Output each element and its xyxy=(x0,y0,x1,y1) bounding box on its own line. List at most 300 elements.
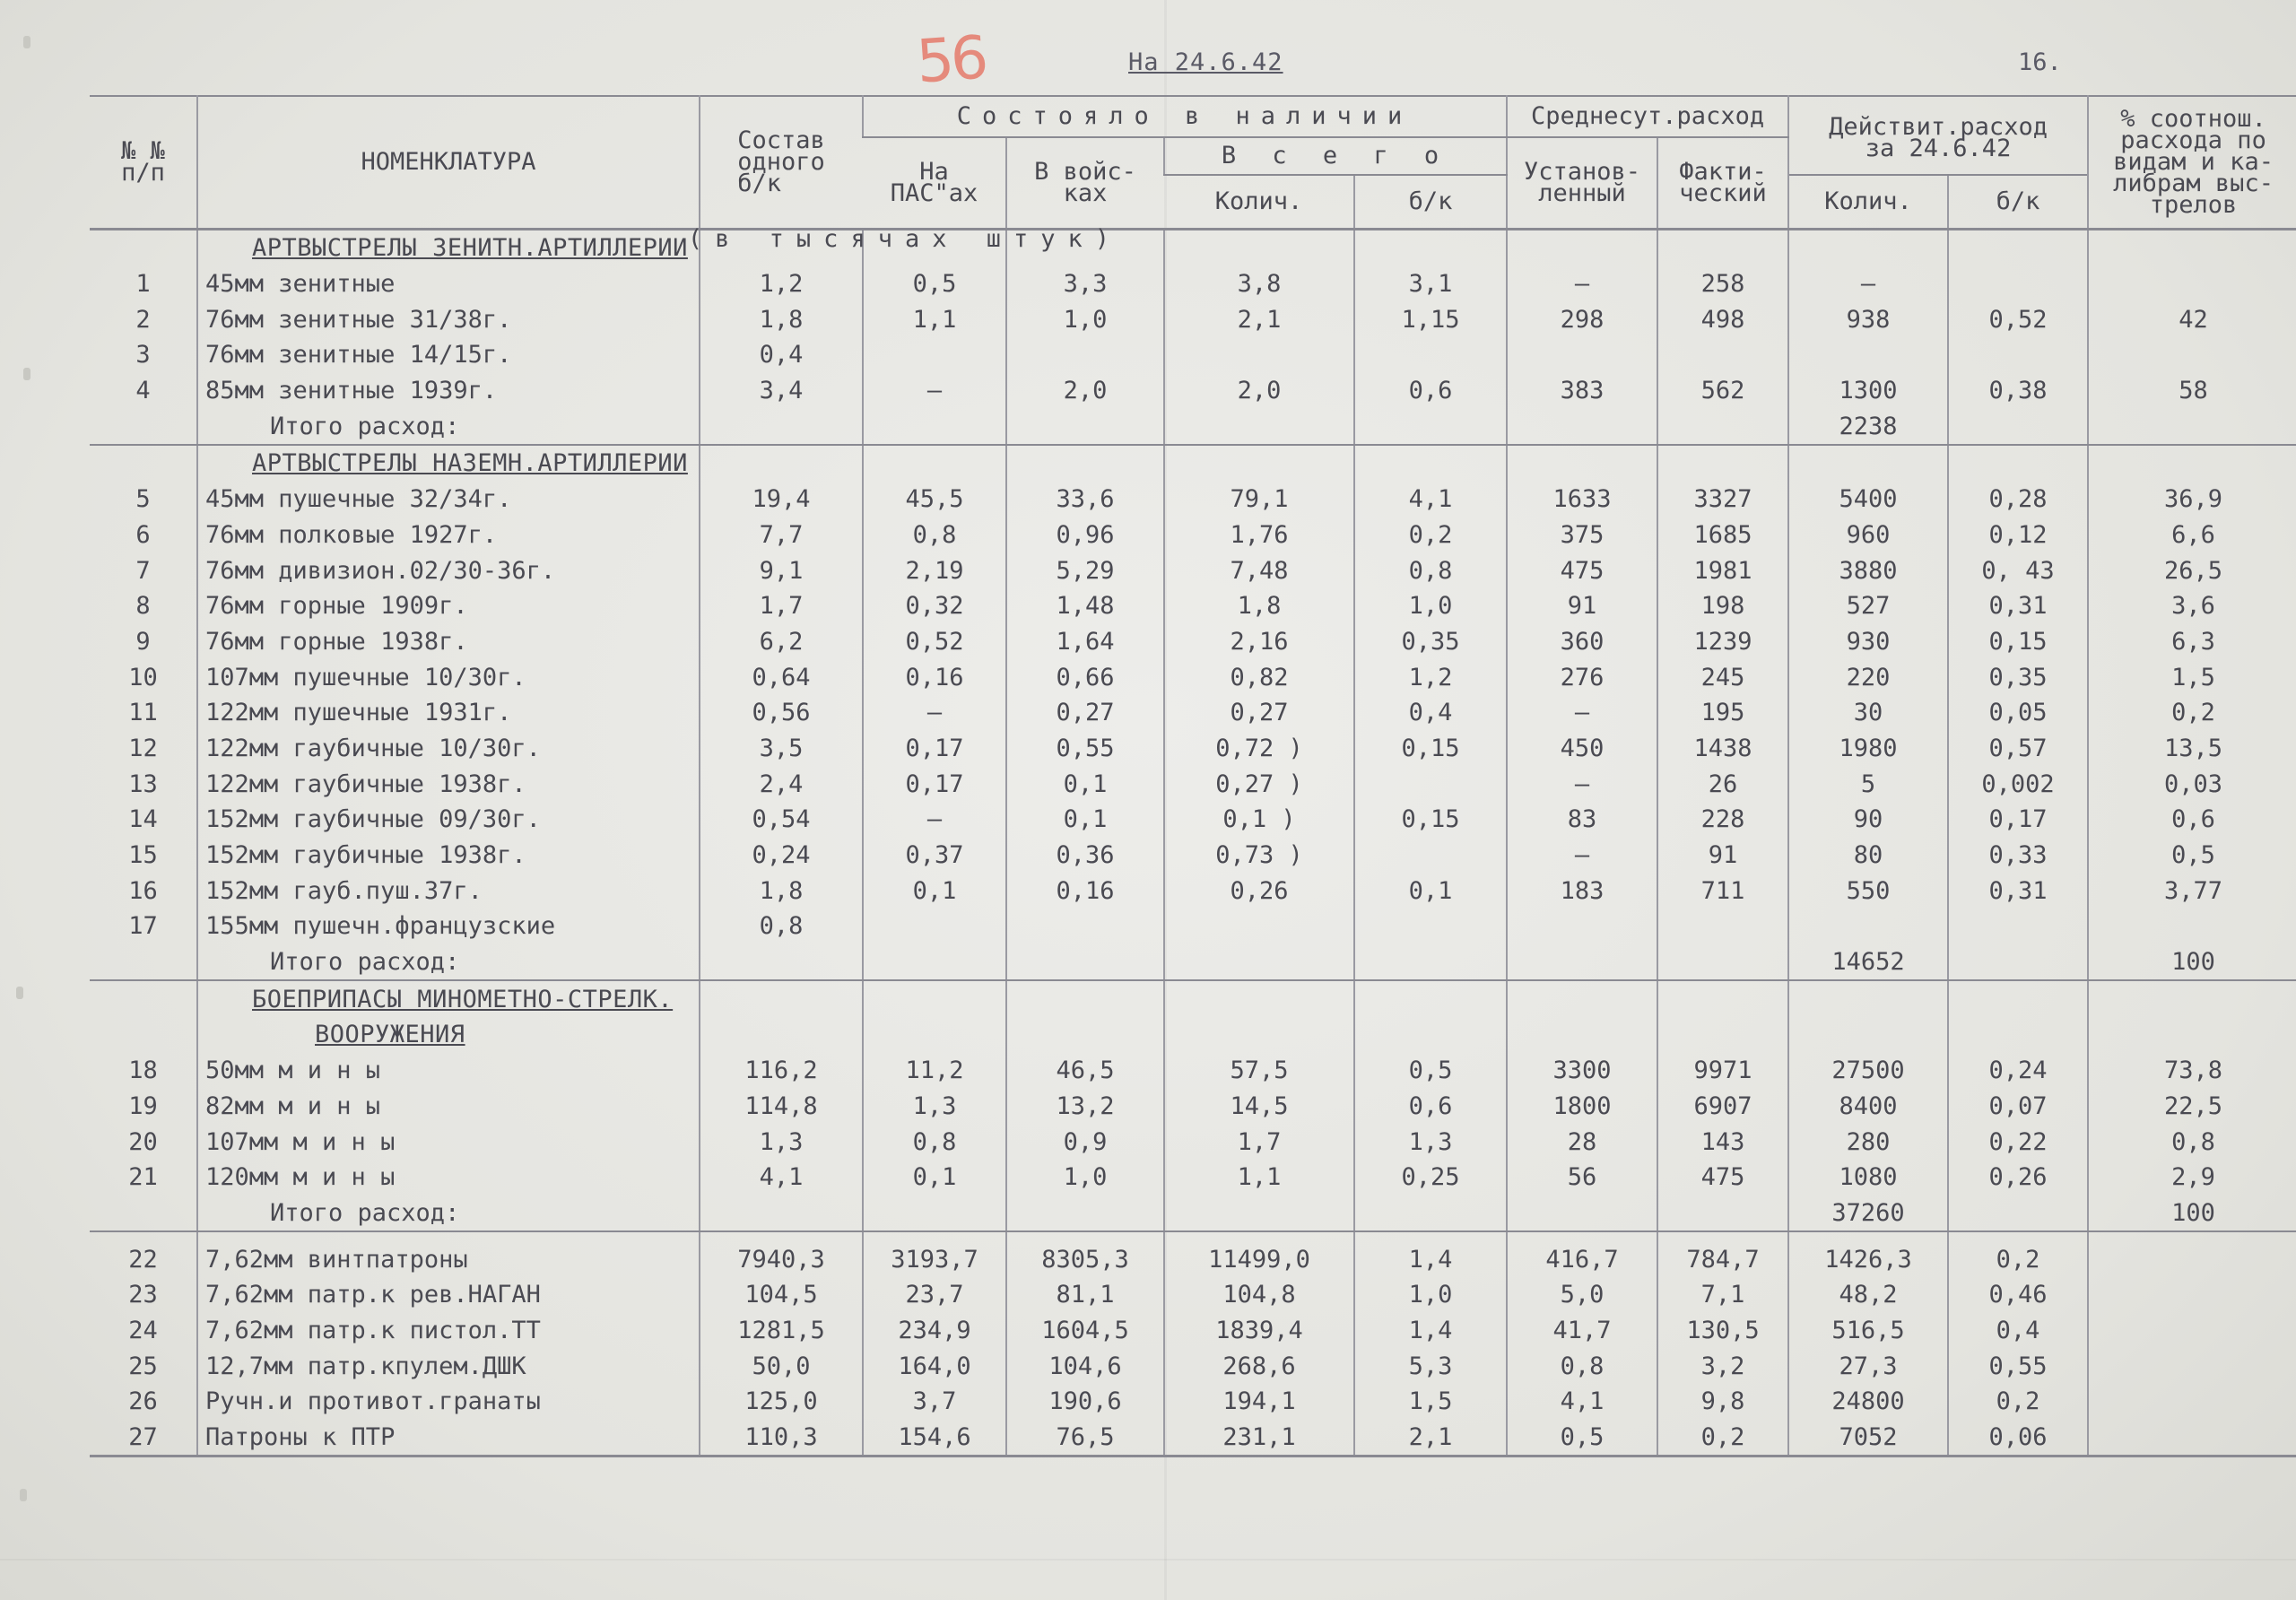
cell-empty xyxy=(700,1196,863,1232)
cell-ratio: 0,6 xyxy=(2088,802,2296,838)
cell-ratio xyxy=(2088,1348,2296,1384)
cell-num xyxy=(90,980,197,1017)
col-ratio-header: % соотнош. расхода по видам и ка- либрам выс- трелов xyxy=(2088,96,2296,230)
cell-actual-bk: 0,12 xyxy=(1948,517,2088,553)
cell-actual-bk: 0,46 xyxy=(1948,1277,2088,1313)
cell-pas xyxy=(863,337,1006,373)
cell-num: 19 xyxy=(128,1091,158,1120)
cell-empty xyxy=(1657,1017,1788,1053)
table-row xyxy=(90,373,2296,409)
table-row xyxy=(90,266,2296,302)
table-row xyxy=(90,909,2296,944)
cell-empty xyxy=(863,445,1006,482)
cell-troops: 1,0 xyxy=(1006,301,1164,337)
cell-empty xyxy=(2088,230,2296,266)
cell-actual-qty: 5 xyxy=(1788,766,1948,802)
cell-total-qty: 57,5 xyxy=(1164,1053,1354,1089)
cell-troops xyxy=(1006,909,1164,944)
section-title-text: АРТВЫСТРЕЛЫ ЗЕНИТН.АРТИЛЛЕРИИ xyxy=(252,234,688,263)
cell-composition: 114,8 xyxy=(700,1089,863,1125)
cell-pas: 0,8 xyxy=(863,517,1006,553)
paper-fold-bottom xyxy=(0,1559,2296,1561)
cell-empty xyxy=(1788,980,1948,1017)
cell-avg-set: 56 xyxy=(1507,1160,1657,1196)
cell-total-bk xyxy=(1354,838,1507,874)
cell-actual-bk xyxy=(1948,337,2088,373)
cell-num: 23 xyxy=(128,1281,158,1309)
cell-num xyxy=(90,408,197,445)
cell-troops: 0,36 xyxy=(1006,838,1164,874)
cell-actual-bk xyxy=(1948,909,2088,944)
cell-pas: – xyxy=(863,802,1006,838)
cell-empty xyxy=(1164,1231,1354,1241)
table-row xyxy=(90,624,2296,660)
cell-empty xyxy=(1657,408,1788,445)
cell-total-qty: 11499,0 xyxy=(1164,1241,1354,1277)
table-row xyxy=(90,873,2296,909)
cell-avg-set xyxy=(1507,909,1657,944)
table-row xyxy=(90,838,2296,874)
cell-total-bk: 3,1 xyxy=(1354,266,1507,302)
cell-total-qty: 0,27 xyxy=(1164,695,1354,731)
cell-actual-qty: 48,2 xyxy=(1788,1277,1948,1313)
cell-pas: 154,6 xyxy=(863,1420,1006,1457)
cell-empty xyxy=(1164,1196,1354,1232)
cell-empty xyxy=(197,1231,700,1241)
cell-num: 21 xyxy=(128,1163,158,1192)
cell-ratio xyxy=(2088,1384,2296,1420)
cell-empty xyxy=(1354,445,1507,482)
cell-total-qty xyxy=(1164,909,1354,944)
total-label: Итого расход: xyxy=(197,944,700,981)
cell-actual-qty xyxy=(1788,337,1948,373)
cell-actual-bk: 0,06 xyxy=(1948,1420,2088,1457)
cell-avg-set: – xyxy=(1507,838,1657,874)
cell-nomenclature: 76мм дивизион.02/30-36г. xyxy=(197,552,700,588)
cell-avg-fact: 0,2 xyxy=(1657,1420,1788,1457)
cell-avg-fact: 1239 xyxy=(1657,624,1788,660)
cell-ratio xyxy=(2088,266,2296,302)
table-row xyxy=(90,1241,2296,1277)
cell-empty xyxy=(1507,944,1657,981)
cell-avg-fact: 3327 xyxy=(1657,482,1788,517)
cell-composition: 3,5 xyxy=(700,731,863,767)
col-num-header: № № п/п xyxy=(121,137,165,187)
cell-pas: 0,5 xyxy=(863,266,1006,302)
cell-total-bk: 1,2 xyxy=(1354,659,1507,695)
cell-avg-fact: 258 xyxy=(1657,266,1788,302)
cell-troops: 0,55 xyxy=(1006,731,1164,767)
cell-total-qty: 1839,4 xyxy=(1164,1313,1354,1349)
table-row xyxy=(90,1124,2296,1160)
cell-nomenclature: 82мм м и н ы xyxy=(197,1089,700,1125)
cell-actual-bk: 0, 43 xyxy=(1948,552,2088,588)
cell-composition: 125,0 xyxy=(700,1384,863,1420)
cell-composition: 3,4 xyxy=(700,373,863,409)
cell-empty xyxy=(1354,408,1507,445)
cell-actual-bk: 0,07 xyxy=(1948,1089,2088,1125)
cell-num: 20 xyxy=(128,1127,158,1156)
section-title-text: АРТВЫСТРЕЛЫ НАЗЕМН.АРТИЛЛЕРИИ xyxy=(252,449,688,478)
cell-actual-qty: 516,5 xyxy=(1788,1313,1948,1349)
col-actual-bk-header: б/к xyxy=(1948,175,2088,230)
table-row xyxy=(90,1384,2296,1420)
cell-composition: 50,0 xyxy=(700,1348,863,1384)
table-row xyxy=(90,1420,2296,1457)
cell-total-bk xyxy=(1354,909,1507,944)
cell-composition: 0,54 xyxy=(700,802,863,838)
cell-nomenclature: Патроны к ПТР xyxy=(197,1420,700,1457)
cell-avg-set: 3300 xyxy=(1507,1053,1657,1089)
cell-num xyxy=(90,944,197,981)
cell-num: 3 xyxy=(135,341,151,370)
cell-composition: 116,2 xyxy=(700,1053,863,1089)
cell-avg-set xyxy=(1507,337,1657,373)
cell-pas xyxy=(863,909,1006,944)
cell-empty xyxy=(1657,1196,1788,1232)
cell-total-bk: 0,5 xyxy=(1354,1053,1507,1089)
cell-actual-qty: 960 xyxy=(1788,517,1948,553)
cell-empty xyxy=(1657,944,1788,981)
cell-pas: 0,37 xyxy=(863,838,1006,874)
punch-hole xyxy=(20,1489,27,1501)
cell-num: 9 xyxy=(135,627,151,656)
cell-avg-fact: 7,1 xyxy=(1657,1277,1788,1313)
cell-actual-qty: 27,3 xyxy=(1788,1348,1948,1384)
cell-ratio: 0,5 xyxy=(2088,838,2296,874)
cell-avg-fact: 143 xyxy=(1657,1124,1788,1160)
cell-empty xyxy=(1164,408,1354,445)
cell-empty xyxy=(1948,980,2088,1017)
cell-num xyxy=(90,1017,197,1053)
cell-total-qty: 0,82 xyxy=(1164,659,1354,695)
cell-empty xyxy=(1948,230,2088,266)
cell-avg-set: 91 xyxy=(1507,588,1657,624)
cell-troops: 13,2 xyxy=(1006,1089,1164,1125)
section-title-text: БОЕПРИПАСЫ МИНОМЕТНО-СТРЕЛК. xyxy=(252,985,674,1013)
col-total-header: В с е г о xyxy=(1164,137,1507,175)
cell-ratio: 73,8 xyxy=(2088,1053,2296,1089)
cell-total-qty: 1,7 xyxy=(1164,1124,1354,1160)
section-title xyxy=(197,980,700,1017)
cell-empty xyxy=(1006,408,1164,445)
cell-empty xyxy=(700,445,863,482)
cell-num: 5 xyxy=(135,485,151,514)
cell-troops: 1,0 xyxy=(1006,1160,1164,1196)
cell-avg-set: 475 xyxy=(1507,552,1657,588)
cell-total-qty: 104,8 xyxy=(1164,1277,1354,1313)
table-header xyxy=(90,96,2296,230)
cell-troops: 2,0 xyxy=(1006,373,1164,409)
cell-actual-bk: 0,05 xyxy=(1948,695,2088,731)
cell-empty xyxy=(2088,1231,2296,1241)
cell-pas: 0,1 xyxy=(863,1160,1006,1196)
cell-nomenclature: 76мм зенитные 14/15г. xyxy=(197,337,700,373)
cell-nomenclature: 76мм зенитные 31/38г. xyxy=(197,301,700,337)
cell-actual-qty: 30 xyxy=(1788,695,1948,731)
table-row xyxy=(90,659,2296,695)
table-row xyxy=(90,695,2296,731)
cell-pas: 0,17 xyxy=(863,766,1006,802)
cell-total-qty: 1,1 xyxy=(1164,1160,1354,1196)
cell-total-qty xyxy=(1164,337,1354,373)
cell-total-bk: 0,4 xyxy=(1354,695,1507,731)
cell-avg-set: 83 xyxy=(1507,802,1657,838)
section-header xyxy=(90,230,2296,266)
cell-empty xyxy=(1164,1017,1354,1053)
cell-pas: 1,3 xyxy=(863,1089,1006,1125)
cell-empty xyxy=(1354,1196,1507,1232)
cell-ratio xyxy=(2088,1313,2296,1349)
cell-actual-bk: 0,31 xyxy=(1948,873,2088,909)
cell-total-qty: 0,73 ) xyxy=(1164,838,1354,874)
cell-actual-qty: 1080 xyxy=(1788,1160,1948,1196)
cell-ratio xyxy=(2088,337,2296,373)
cell-total-qty: 2,1 xyxy=(1164,301,1354,337)
cell-nomenclature: 76мм горные 1909г. xyxy=(197,588,700,624)
cell-nomenclature: 107мм м и н ы xyxy=(197,1124,700,1160)
cell-actual-bk: 0,4 xyxy=(1948,1313,2088,1349)
cell-num xyxy=(90,1196,197,1232)
cell-num: 18 xyxy=(128,1057,158,1085)
cell-nomenclature: 152мм гаубичные 09/30г. xyxy=(197,802,700,838)
cell-composition: 0,56 xyxy=(700,695,863,731)
cell-ratio: 13,5 xyxy=(2088,731,2296,767)
table-row xyxy=(90,1160,2296,1196)
cell-actual-qty: 24800 xyxy=(1788,1384,1948,1420)
cell-troops: 0,1 xyxy=(1006,766,1164,802)
cell-troops: 0,9 xyxy=(1006,1124,1164,1160)
cell-total-bk: 1,4 xyxy=(1354,1313,1507,1349)
total-label: Итого расход: xyxy=(197,1196,700,1232)
table-row xyxy=(90,802,2296,838)
cell-empty xyxy=(1948,408,2088,445)
cell-pas: 0,32 xyxy=(863,588,1006,624)
cell-empty xyxy=(863,980,1006,1017)
cell-total-qty: 79,1 xyxy=(1164,482,1354,517)
table-row xyxy=(90,766,2296,802)
cell-nomenclature: 12,7мм патр.кпулем.ДШК xyxy=(197,1348,700,1384)
cell-empty xyxy=(1657,445,1788,482)
cell-empty xyxy=(1354,1231,1507,1241)
cell-avg-fact: 195 xyxy=(1657,695,1788,731)
cell-num: 6 xyxy=(135,520,151,549)
cell-nomenclature: 122мм пушечные 1931г. xyxy=(197,695,700,731)
cell-empty xyxy=(1657,1231,1788,1241)
cell-empty xyxy=(700,944,863,981)
cell-pas: 0,17 xyxy=(863,731,1006,767)
cell-troops: 33,6 xyxy=(1006,482,1164,517)
cell-ratio: 36,9 xyxy=(2088,482,2296,517)
cell-nomenclature: 120мм м и н ы xyxy=(197,1160,700,1196)
table-row xyxy=(90,588,2296,624)
section-unit-note: (в тысячах штук) xyxy=(687,225,1122,254)
cell-empty xyxy=(1788,445,1948,482)
table-row xyxy=(90,552,2296,588)
cell-actual-bk: 0,28 xyxy=(1948,482,2088,517)
cell-empty xyxy=(700,1017,863,1053)
cell-actual-bk: 0,24 xyxy=(1948,1053,2088,1089)
cell-avg-set: 41,7 xyxy=(1507,1313,1657,1349)
cell-empty xyxy=(1788,1017,1948,1053)
cell-composition: 0,8 xyxy=(700,909,863,944)
cell-nomenclature: 155мм пушечн.французские xyxy=(197,909,700,944)
cell-avg-fact: 711 xyxy=(1657,873,1788,909)
cell-empty xyxy=(1948,944,2088,981)
cell-actual-qty: 1426,3 xyxy=(1788,1241,1948,1277)
section-title-text: ВООРУЖЕНИЯ xyxy=(315,1021,465,1049)
cell-actual-bk: 0,2 xyxy=(1948,1241,2088,1277)
cell-num: 7 xyxy=(135,556,151,585)
cell-total-bk: 1,15 xyxy=(1354,301,1507,337)
cell-empty xyxy=(1164,445,1354,482)
cell-total-bk: 1,0 xyxy=(1354,1277,1507,1313)
cell-empty xyxy=(863,1196,1006,1232)
cell-actual-bk: 0,22 xyxy=(1948,1124,2088,1160)
cell-empty xyxy=(1164,230,1354,266)
cell-actual-qty: 7052 xyxy=(1788,1420,1948,1457)
cell-total-qty: 3,8 xyxy=(1164,266,1354,302)
cell-empty xyxy=(863,944,1006,981)
cell-composition: 6,2 xyxy=(700,624,863,660)
table-row xyxy=(90,1348,2296,1384)
cell-ratio: 0,8 xyxy=(2088,1124,2296,1160)
cell-ratio xyxy=(2088,1277,2296,1313)
cell-avg-fact: 198 xyxy=(1657,588,1788,624)
cell-empty xyxy=(1507,1017,1657,1053)
cell-total-qty: 0,1 ) xyxy=(1164,802,1354,838)
cell-actual-bk: 0,38 xyxy=(1948,373,2088,409)
cell-ratio xyxy=(2088,1241,2296,1277)
cell-num: 13 xyxy=(128,770,158,798)
cell-ratio: 22,5 xyxy=(2088,1089,2296,1125)
cell-empty xyxy=(700,980,863,1017)
cell-total-qty: 7,48 xyxy=(1164,552,1354,588)
cell-total-bk xyxy=(1354,766,1507,802)
cell-empty xyxy=(1948,1017,2088,1053)
ammunition-table xyxy=(90,95,2296,1457)
cell-avg-set: 298 xyxy=(1507,301,1657,337)
cell-avg-fact: 9971 xyxy=(1657,1053,1788,1089)
col-nomenclature-header: НОМЕНКЛАТУРА xyxy=(197,96,700,230)
cell-pas: 3,7 xyxy=(863,1384,1006,1420)
total-qty: 2238 xyxy=(1788,408,1948,445)
cell-composition: 1,8 xyxy=(700,301,863,337)
cell-empty xyxy=(1354,944,1507,981)
cell-avg-set: 1800 xyxy=(1507,1089,1657,1125)
cell-actual-qty: 90 xyxy=(1788,802,1948,838)
table-row xyxy=(90,1313,2296,1349)
cell-empty xyxy=(1164,980,1354,1017)
cell-total-bk: 1,3 xyxy=(1354,1124,1507,1160)
cell-troops xyxy=(1006,337,1164,373)
cell-avg-fact: 1981 xyxy=(1657,552,1788,588)
col-composition-header: Состав одного б/к xyxy=(700,96,863,230)
cell-total-bk xyxy=(1354,337,1507,373)
cell-actual-qty: 1300 xyxy=(1788,373,1948,409)
cell-avg-set: 0,5 xyxy=(1507,1420,1657,1457)
cell-empty xyxy=(1006,944,1164,981)
cell-num: 26 xyxy=(128,1387,158,1416)
cell-empty xyxy=(1006,1231,1164,1241)
cell-empty xyxy=(2088,1017,2296,1053)
cell-total-bk: 5,3 xyxy=(1354,1348,1507,1384)
col-troops-header: В войс- ках xyxy=(1006,137,1164,230)
cell-total-bk: 4,1 xyxy=(1354,482,1507,517)
total-row xyxy=(90,408,2296,445)
cell-troops: 1604,5 xyxy=(1006,1313,1164,1349)
cell-nomenclature: 7,62мм патр.к пистол.ТТ xyxy=(197,1313,700,1349)
cell-num: 11 xyxy=(128,699,158,727)
cell-avg-fact: 3,2 xyxy=(1657,1348,1788,1384)
table-row xyxy=(90,1053,2296,1089)
cell-empty xyxy=(700,408,863,445)
cell-pas: 0,52 xyxy=(863,624,1006,660)
cell-total-qty: 0,27 ) xyxy=(1164,766,1354,802)
cell-actual-bk: 0,26 xyxy=(1948,1160,2088,1196)
cell-actual-bk: 0,55 xyxy=(1948,1348,2088,1384)
cell-num: 24 xyxy=(128,1316,158,1344)
cell-actual-qty xyxy=(1788,909,1948,944)
cell-composition: 104,5 xyxy=(700,1277,863,1313)
cell-avg-fact: 498 xyxy=(1657,301,1788,337)
cell-avg-set: – xyxy=(1507,695,1657,731)
punch-hole xyxy=(23,36,30,48)
cell-pas: 1,1 xyxy=(863,301,1006,337)
cell-composition: 110,3 xyxy=(700,1420,863,1457)
cell-avg-fact: 9,8 xyxy=(1657,1384,1788,1420)
cell-num: 25 xyxy=(128,1352,158,1380)
cell-total-bk: 1,5 xyxy=(1354,1384,1507,1420)
cell-actual-qty: 220 xyxy=(1788,659,1948,695)
cell-total-bk: 0,35 xyxy=(1354,624,1507,660)
cell-empty xyxy=(1006,1017,1164,1053)
cell-troops: 0,66 xyxy=(1006,659,1164,695)
cell-avg-fact: 562 xyxy=(1657,373,1788,409)
cell-empty xyxy=(1948,1196,2088,1232)
cell-composition: 1281,5 xyxy=(700,1313,863,1349)
cell-pas: 164,0 xyxy=(863,1348,1006,1384)
cell-actual-bk: 0,57 xyxy=(1948,731,2088,767)
cell-troops: 76,5 xyxy=(1006,1420,1164,1457)
cell-nomenclature: 7,62мм винтпатроны xyxy=(197,1241,700,1277)
cell-nomenclature: 85мм зенитные 1939г. xyxy=(197,373,700,409)
cell-avg-fact: 784,7 xyxy=(1657,1241,1788,1277)
cell-empty xyxy=(1164,944,1354,981)
cell-total-qty: 1,8 xyxy=(1164,588,1354,624)
page-number: 16. xyxy=(2018,48,2062,76)
cell-composition: 1,3 xyxy=(700,1124,863,1160)
cell-num: 15 xyxy=(128,841,158,870)
cell-total-bk: 0,8 xyxy=(1354,552,1507,588)
cell-empty xyxy=(1354,1017,1507,1053)
cell-composition: 0,4 xyxy=(700,337,863,373)
cell-pas: 0,16 xyxy=(863,659,1006,695)
cell-ratio: 26,5 xyxy=(2088,552,2296,588)
cell-troops: 1,48 xyxy=(1006,588,1164,624)
cell-empty xyxy=(1354,230,1507,266)
cell-composition: 0,64 xyxy=(700,659,863,695)
cell-num: 17 xyxy=(128,912,158,941)
col-actual-header: Действит.расход за 24.6.42 xyxy=(1788,96,2088,175)
cell-total-bk: 0,15 xyxy=(1354,802,1507,838)
cell-avg-set: 0,8 xyxy=(1507,1348,1657,1384)
punch-hole xyxy=(23,368,30,380)
cell-nomenclature: Ручн.и противот.гранаты xyxy=(197,1384,700,1420)
cell-troops: 8305,3 xyxy=(1006,1241,1164,1277)
cell-troops: 190,6 xyxy=(1006,1384,1164,1420)
cell-total-qty: 231,1 xyxy=(1164,1420,1354,1457)
